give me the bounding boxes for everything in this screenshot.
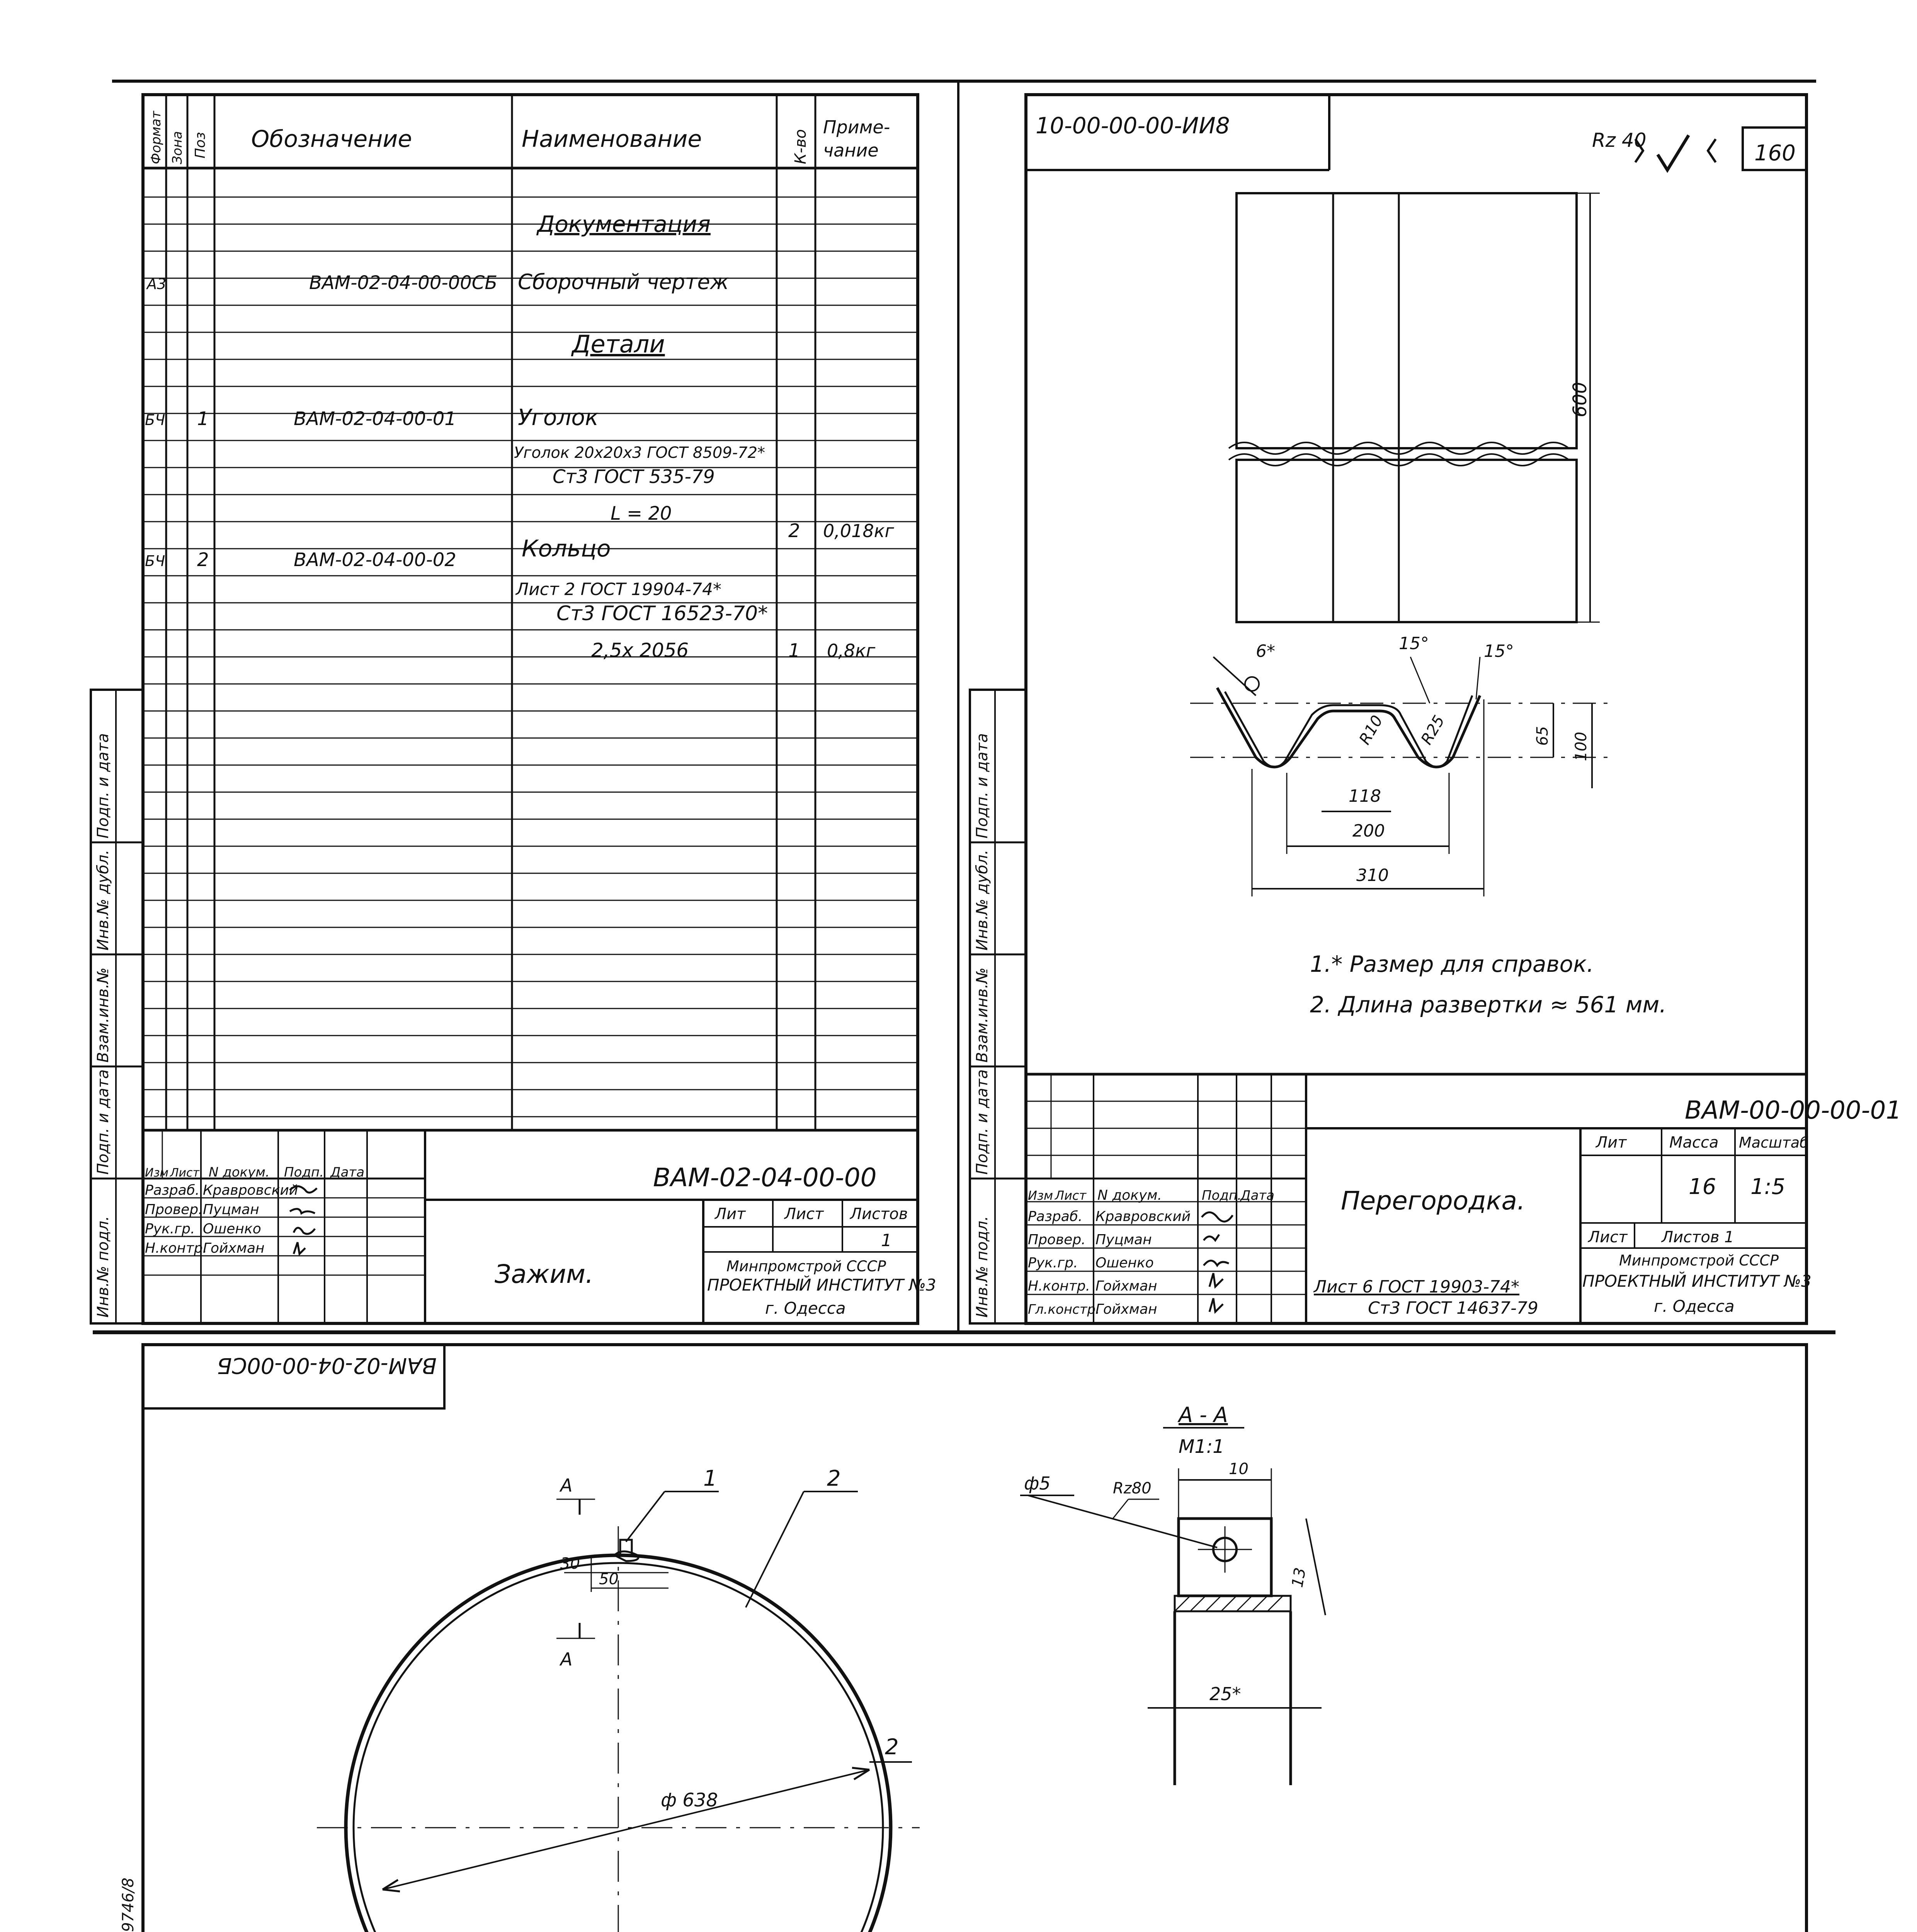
spec-section-details: Детали — [572, 330, 665, 358]
header-zone: Зона — [170, 131, 185, 164]
tb-city: г. Одесса — [765, 1299, 846, 1318]
tb-role: Провер. — [1028, 1232, 1086, 1248]
tb-person: Пуцман — [203, 1202, 259, 1218]
tb-role: Гл.констр. — [1028, 1302, 1100, 1317]
dim-50: 50 — [599, 1570, 619, 1588]
tb-scale-h: Масштаб — [1739, 1134, 1809, 1151]
section-title: А - А — [1179, 1403, 1228, 1427]
tb-role: Н.контр. — [145, 1240, 208, 1256]
tb-izm: Изм — [1028, 1188, 1053, 1203]
dim-hole: ф5 — [1024, 1473, 1051, 1494]
tb-person: Ошенко — [1095, 1255, 1154, 1271]
table-row: 2 — [197, 549, 209, 571]
tb-person: Кравровский — [203, 1182, 298, 1198]
tb-lit: Лит — [715, 1205, 746, 1223]
dim-13: 13 — [1288, 1566, 1310, 1589]
table-row: А3 — [147, 276, 167, 293]
side-label: Подп. и дата — [94, 1069, 112, 1175]
header-note-2: чание — [823, 140, 879, 161]
tb-role: Рук.гр. — [145, 1221, 195, 1237]
tb-ndoc: N докум. — [1097, 1187, 1162, 1203]
table-row: Ст3 ГОСТ 16523-70* — [556, 602, 768, 625]
tb-role: Разраб. — [1028, 1209, 1083, 1225]
dim-200: 200 — [1352, 821, 1385, 841]
tb-sheets: Листов 1 — [1662, 1228, 1734, 1246]
spec-section-docs: Документация — [537, 211, 711, 237]
tb-person: Ошенко — [203, 1221, 261, 1237]
tb-sheet: Лист — [1588, 1228, 1628, 1246]
part-code-rotated: 10-00-00-00-ИИ8 — [1036, 112, 1230, 139]
page-number: 160 — [1754, 141, 1796, 166]
partition-title: Перегородка. — [1341, 1186, 1525, 1216]
tb-person: Гойхман — [203, 1240, 265, 1256]
dim-10: 10 — [1229, 1460, 1249, 1478]
table-row: БЧ — [145, 412, 165, 429]
tb-person: Гойхман — [1095, 1301, 1157, 1317]
tb-person: Гойхман — [1095, 1278, 1157, 1294]
table-row: 1 — [788, 640, 800, 662]
dim-rz: Rz80 — [1113, 1480, 1152, 1497]
table-row: Кольцо — [522, 535, 611, 562]
dim-diameter: ф 638 — [661, 1789, 718, 1811]
roughness-mark: Rz 40 — [1592, 129, 1647, 151]
tb-city: г. Одесса — [1654, 1297, 1735, 1316]
tb-ndoc: N докум. — [209, 1165, 270, 1180]
side-label: Инв.№ подл. — [973, 1216, 991, 1318]
header-name: Наименование — [522, 126, 702, 153]
callout-pos-1: 1 — [703, 1466, 717, 1491]
header-note-1: Приме- — [823, 117, 890, 138]
tb-sheet: Лист — [784, 1205, 824, 1223]
partition-material-2: Ст3 ГОСТ 14637-79 — [1368, 1298, 1538, 1318]
table-row: 0,8кг — [827, 640, 876, 661]
tb-data: Дата — [330, 1165, 365, 1180]
tb-org: ПРОЕКТНЫЙ ИНСТИТУТ №3 — [1582, 1272, 1812, 1291]
spec-drawing-code: ВАМ-02-04-00-00 — [653, 1163, 877, 1192]
table-row: ВАМ-02-04-00-00СБ — [309, 272, 498, 294]
callout-pos-2b: 2 — [885, 1735, 899, 1760]
tb-lit: Лит — [1596, 1134, 1627, 1151]
tb-mass: 16 — [1689, 1174, 1716, 1199]
spec-drawing-title: Зажим. — [495, 1259, 594, 1289]
assembly-corner-code: ВАМ-02-04-00-00СБ — [217, 1353, 437, 1378]
side-label: Взам.инв.№ — [94, 967, 112, 1063]
section-mark: А — [560, 1649, 573, 1670]
tb-role: Рук.гр. — [1028, 1255, 1078, 1271]
part-note-1: 1.* Размер для справок. — [1310, 951, 1594, 977]
side-label: Инв.№ подл. — [94, 1216, 112, 1318]
tb-role: Провер. — [145, 1202, 203, 1218]
side-label: Подп. и дата — [94, 733, 112, 838]
tb-person: Пуцман — [1095, 1232, 1152, 1248]
tb-sheets-value: 1 — [881, 1231, 892, 1250]
dim-310: 310 — [1356, 866, 1389, 885]
table-row: Сборочный чертеж — [518, 270, 729, 294]
section-mark: А — [560, 1475, 573, 1496]
table-row: 1 — [197, 408, 209, 430]
table-row: ВАМ-02-04-00-01 — [294, 408, 456, 430]
dim-angle-2: 15° — [1484, 641, 1514, 661]
partition-material-1: Лист 6 ГОСТ 19903-74* — [1314, 1277, 1520, 1297]
tb-podp: Подп. — [284, 1165, 324, 1180]
tb-sheets: Листов — [850, 1205, 908, 1223]
table-row: L = 20 — [611, 503, 672, 524]
table-row: 2 — [788, 520, 800, 542]
tb-izm: Изм — [145, 1166, 169, 1180]
inventory-number: 9746/8 — [119, 1878, 137, 1932]
tb-list: Лист — [170, 1166, 200, 1180]
dim-angle-1: 15° — [1399, 634, 1429, 653]
header-designation: Обозначение — [251, 126, 412, 153]
table-row: Уголок — [518, 404, 599, 430]
header-format: Формат — [148, 111, 164, 164]
tb-list: Лист — [1055, 1188, 1087, 1203]
dim-65: 65 — [1534, 726, 1551, 746]
callout-pos-2: 2 — [827, 1466, 841, 1491]
table-row: Уголок 20х20х3 ГОСТ 8509-72* — [514, 444, 765, 462]
table-row: 0,018кг — [823, 520, 894, 541]
dim-118: 118 — [1349, 786, 1381, 806]
dim-6: 6* — [1256, 641, 1275, 661]
section-scale: М1:1 — [1179, 1436, 1225, 1458]
tb-org: ПРОЕКТНЫЙ ИНСТИТУТ №3 — [707, 1276, 936, 1294]
partition-code: ВАМ-00-00-00-01 — [1685, 1096, 1902, 1125]
dim-r25: R25 — [1417, 712, 1449, 748]
part-note-2: 2. Длина развертки ≈ 561 мм. — [1310, 992, 1667, 1018]
tb-org: Минпромстрой СССР — [726, 1258, 886, 1275]
tb-scale: 1:5 — [1750, 1174, 1786, 1199]
tb-role: Н.контр. — [1028, 1278, 1090, 1294]
tb-person: Кравровский — [1095, 1209, 1191, 1225]
table-row: Лист 2 ГОСТ 19904-74* — [516, 580, 722, 599]
table-row: ВАМ-02-04-00-02 — [294, 549, 456, 571]
side-label: Инв.№ дубл. — [94, 850, 112, 951]
table-row: БЧ — [145, 553, 165, 570]
dim-r10: R10 — [1356, 712, 1387, 748]
tb-mass-h: Масса — [1669, 1134, 1719, 1151]
dim-30: 30 — [560, 1555, 580, 1573]
header-qty: К-во — [792, 129, 810, 164]
dim-height: 600 — [1569, 382, 1591, 417]
side-label: Взам.инв.№ — [973, 967, 991, 1063]
tb-role: Разраб. — [145, 1182, 200, 1198]
header-pos: Поз — [192, 132, 208, 158]
side-label: Подп. и дата — [973, 1069, 991, 1175]
dim-100: 100 — [1572, 731, 1590, 761]
tb-org: Минпромстрой СССР — [1619, 1252, 1779, 1269]
side-label: Подп. и дата — [973, 733, 991, 838]
dim-25: 25* — [1209, 1684, 1241, 1704]
tb-podp: Подп. — [1202, 1188, 1242, 1203]
tb-data: Дата — [1240, 1188, 1275, 1203]
table-row: 2,5х 2056 — [591, 639, 689, 662]
table-row: Ст3 ГОСТ 535-79 — [553, 466, 715, 488]
side-label: Инв.№ дубл. — [973, 850, 991, 951]
